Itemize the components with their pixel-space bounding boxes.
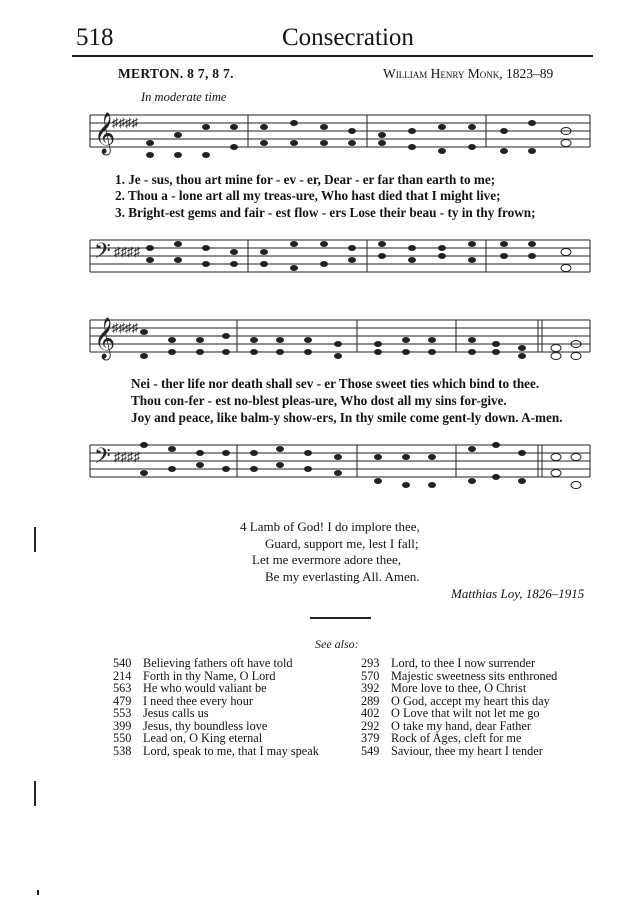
hymn-number: 538 — [113, 743, 132, 758]
stanza-4-line-1: 4 Lamb of God! I do implore thee, — [240, 519, 420, 534]
header-rule — [72, 55, 593, 57]
bass-staff-system-1 — [80, 230, 600, 290]
list-item — [113, 732, 319, 745]
tempo-marking: In moderate time — [141, 90, 227, 104]
page-number: 518 — [76, 24, 114, 51]
hymn-title: He who would valiant be — [143, 681, 267, 695]
svg-text:♯♯♯♯: ♯♯♯♯ — [112, 320, 138, 335]
lyricist: Matthias Loy, 1826–1915 — [451, 586, 585, 601]
treble-staff-system-1 — [80, 105, 600, 175]
see-also-left-list — [113, 657, 319, 757]
svg-text:𝄢: 𝄢 — [94, 239, 111, 269]
hymn-title: O Love that wilt not let me go — [391, 706, 540, 720]
hymn-number: 402 — [361, 706, 380, 720]
section-divider — [310, 617, 371, 619]
hymn-number: 550 — [113, 731, 132, 745]
hymn-title: Jesus, thy boundless love — [143, 718, 268, 733]
hymn-title: Majestic sweetness sits enthroned — [391, 668, 558, 683]
hymn-number: 549 — [361, 743, 380, 758]
list-item — [113, 707, 319, 720]
tune-name: MERTON. 8 7, 8 7. — [118, 66, 234, 81]
stanza-4-line-2: Guard, support me, lest I fall; — [265, 536, 419, 551]
hymn-number: 289 — [361, 693, 380, 708]
hymn-number: 553 — [113, 706, 132, 720]
svg-text:𝄞: 𝄞 — [94, 113, 116, 154]
hymn-title: O God, accept my heart this day — [391, 693, 550, 708]
hymn-title: Lord, to thee I now surrender — [391, 656, 536, 670]
lyric-line-1-1: 1. Je - sus, thou art mine for - ev - er, Dear - er far than earth to me; — [115, 172, 496, 187]
hymn-number: 292 — [361, 718, 380, 733]
scan-mark — [34, 527, 36, 552]
lyric-line-1-2: 2. Thou a - lone art all my treas-ure, Who hast died that I might live; — [115, 188, 501, 203]
treble-staff-system-2 — [80, 310, 600, 380]
svg-text:𝄢: 𝄢 — [94, 444, 111, 474]
see-also-heading: See also: — [315, 637, 359, 651]
hymn-title: Jesus calls us — [143, 706, 209, 720]
svg-text:♯♯♯♯: ♯♯♯♯ — [112, 115, 138, 130]
hymn-number: 563 — [113, 681, 132, 695]
hymn-title: Believing fathers oft have told — [143, 656, 293, 670]
bass-staff-system-2 — [80, 435, 600, 505]
bass-notes-system-2 — [140, 442, 581, 489]
list-item — [113, 745, 319, 758]
hymn-title: More love to thee, O Christ — [391, 681, 527, 695]
hymn-number: 399 — [113, 718, 132, 733]
see-also-right-list — [361, 657, 557, 757]
lyric-line-2-1: Nei - ther life nor death shall sev - er Those sweet ties which bind to thee. — [131, 376, 540, 391]
lyric-line-2-2: Thou con-fer - est no-blest pleas-ure, Who dost all my sins for-give. — [131, 393, 507, 408]
list-item — [361, 707, 557, 720]
composer: William Henry Monk, 1823–89 — [383, 66, 554, 81]
hymn-title: Rock of Ages, cleft for me — [391, 731, 522, 745]
hymn-number: 214 — [113, 668, 132, 683]
list-item — [113, 657, 319, 670]
hymn-title: Lord, speak to me, that I may speak — [143, 743, 319, 758]
hymn-number: 392 — [361, 681, 380, 695]
hymn-number: 479 — [113, 693, 132, 708]
section-title: Consecration — [282, 24, 414, 51]
hymn-title: Lead on, O King eternal — [143, 731, 263, 745]
list-item — [361, 682, 557, 695]
lyric-line-1-3: 3. Bright-est gems and fair - est flow - ers Lose their beau - ty in thy frown; — [115, 205, 536, 220]
list-item — [361, 745, 557, 758]
scan-mark — [34, 781, 36, 806]
hymn-title: Forth in thy Name, O Lord — [143, 668, 276, 683]
stanza-4-line-3: Let me evermore adore thee, — [252, 552, 402, 567]
svg-text:♯♯♯♯: ♯♯♯♯ — [114, 449, 140, 464]
scan-mark — [37, 890, 39, 895]
list-item — [361, 732, 557, 745]
svg-text:𝄞: 𝄞 — [94, 318, 116, 359]
hymn-title: Saviour, thee my heart I tender — [391, 743, 543, 758]
stanza-4-line-4: Be my everlasting All. Amen. — [265, 569, 420, 584]
list-item — [113, 682, 319, 695]
svg-text:♯♯♯♯: ♯♯♯♯ — [114, 244, 140, 259]
hymn-number: 570 — [361, 668, 380, 683]
hymn-title: O take my hand, dear Father — [391, 718, 531, 733]
hymn-number: 540 — [113, 656, 132, 670]
lyric-line-2-3: Joy and peace, like balm-y show-ers, In thy smile come gent-ly down. A-men. — [131, 410, 563, 425]
hymn-title: I need thee every hour — [143, 693, 253, 708]
list-item — [361, 657, 557, 670]
hymn-number: 293 — [361, 656, 380, 670]
hymn-number: 379 — [361, 731, 380, 745]
